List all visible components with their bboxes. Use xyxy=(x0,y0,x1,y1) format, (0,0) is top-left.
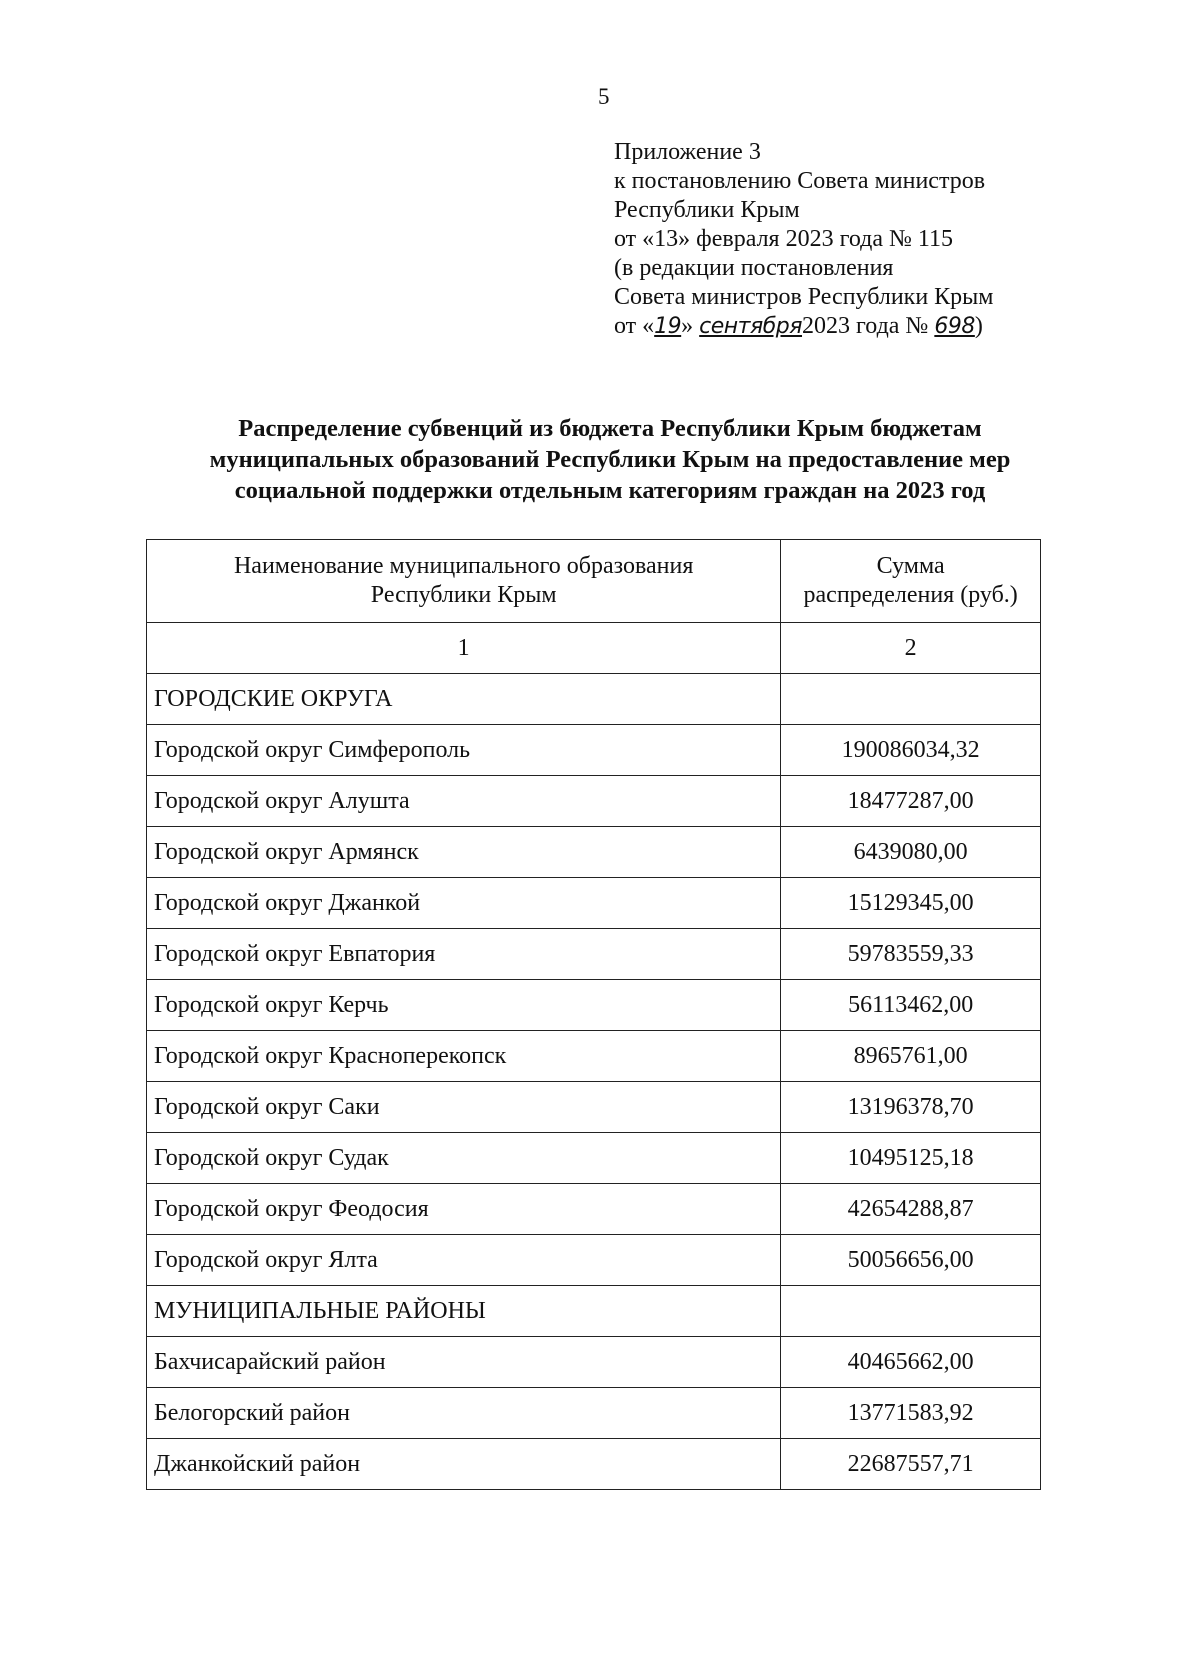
document-title xyxy=(120,413,1100,506)
appendix-line: Совета министров Республики Крым xyxy=(614,284,994,310)
row-amount xyxy=(781,674,1041,725)
table-row xyxy=(147,1184,1041,1235)
row-name: Городской округ Керчь xyxy=(147,980,781,1031)
handwritten-month: сентября xyxy=(699,314,803,339)
appendix-line: Приложение 3 xyxy=(614,139,761,165)
table-row xyxy=(147,1337,1041,1388)
row-amount: 15129345,00 xyxy=(781,878,1041,929)
column-number: 2 xyxy=(781,623,1041,674)
table-row xyxy=(147,776,1041,827)
table-row xyxy=(147,725,1041,776)
row-amount: 40465662,00 xyxy=(781,1337,1041,1388)
row-amount: 59783559,33 xyxy=(781,929,1041,980)
table-header-row xyxy=(147,540,1041,623)
table-row xyxy=(147,1031,1041,1082)
distribution-table xyxy=(146,539,1041,1490)
row-name: Городской округ Красноперекопск xyxy=(147,1031,781,1082)
row-amount: 22687557,71 xyxy=(781,1439,1041,1490)
row-amount: 10495125,18 xyxy=(781,1133,1041,1184)
table-row xyxy=(147,1439,1041,1490)
amendment-line xyxy=(614,312,994,341)
column-number-row xyxy=(147,623,1041,674)
row-name: Городской округ Феодосия xyxy=(147,1184,781,1235)
row-amount: 42654288,87 xyxy=(781,1184,1041,1235)
row-name: Городской округ Джанкой xyxy=(147,878,781,929)
row-name: ГОРОДСКИЕ ОКРУГА xyxy=(147,674,781,725)
row-amount: 13196378,70 xyxy=(781,1082,1041,1133)
header-amount-line1: Сумма xyxy=(876,553,945,579)
row-name: Джанкойский район xyxy=(147,1439,781,1490)
row-name: Городской округ Судак xyxy=(147,1133,781,1184)
appendix-line: (в редакции постановления xyxy=(614,255,894,281)
appendix-line: от «13» февраля 2023 года № 115 xyxy=(614,226,954,252)
amendment-year: 2023 года № xyxy=(802,313,929,339)
row-name: Городской округ Евпатория xyxy=(147,929,781,980)
table-row xyxy=(147,827,1041,878)
appendix-block xyxy=(614,138,994,341)
row-amount: 8965761,00 xyxy=(781,1031,1041,1082)
table-row xyxy=(147,1388,1041,1439)
section-row xyxy=(147,1286,1041,1337)
header-amount xyxy=(781,540,1041,623)
row-amount: 56113462,00 xyxy=(781,980,1041,1031)
row-amount: 13771583,92 xyxy=(781,1388,1041,1439)
amendment-quote-close: » xyxy=(681,313,694,339)
appendix-line: Республики Крым xyxy=(614,197,800,223)
amendment-close: ) xyxy=(974,313,983,339)
table-row xyxy=(147,1133,1041,1184)
section-row xyxy=(147,674,1041,725)
table-row xyxy=(147,929,1041,980)
row-amount: 50056656,00 xyxy=(781,1235,1041,1286)
row-name: Городской округ Симферополь xyxy=(147,725,781,776)
header-municipality-line1: Наименование муниципального образования xyxy=(233,553,694,579)
row-amount xyxy=(781,1286,1041,1337)
title-line: социальной поддержки отдельным категориям граждан на 2023 год xyxy=(234,477,986,504)
row-amount: 6439080,00 xyxy=(781,827,1041,878)
amendment-prefix: от « xyxy=(614,313,655,339)
row-amount: 190086034,32 xyxy=(781,725,1041,776)
row-name: Белогорский район xyxy=(147,1388,781,1439)
column-number: 1 xyxy=(147,623,781,674)
handwritten-number: 698 xyxy=(934,314,975,339)
table-row xyxy=(147,1082,1041,1133)
table-row xyxy=(147,980,1041,1031)
table-row xyxy=(147,1235,1041,1286)
page-number: 5 xyxy=(598,84,610,109)
table-row xyxy=(147,878,1041,929)
row-name: Городской округ Армянск xyxy=(147,827,781,878)
header-amount-line2: распределения (руб.) xyxy=(803,582,1018,608)
row-amount: 18477287,00 xyxy=(781,776,1041,827)
header-municipality xyxy=(147,540,781,623)
row-name: Бахчисарайский район xyxy=(147,1337,781,1388)
appendix-line: к постановлению Совета министров xyxy=(614,168,986,194)
header-municipality-line2: Республики Крым xyxy=(370,582,557,608)
title-line: муниципальных образований Республики Крым на предоставление мер xyxy=(209,446,1011,473)
row-name: Городской округ Ялта xyxy=(147,1235,781,1286)
row-name: МУНИЦИПАЛЬНЫЕ РАЙОНЫ xyxy=(147,1286,781,1337)
handwritten-day: 19 xyxy=(654,314,682,339)
title-line: Распределение субвенций из бюджета Республики Крым бюджетам xyxy=(238,415,982,442)
row-name: Городской округ Саки xyxy=(147,1082,781,1133)
row-name: Городской округ Алушта xyxy=(147,776,781,827)
